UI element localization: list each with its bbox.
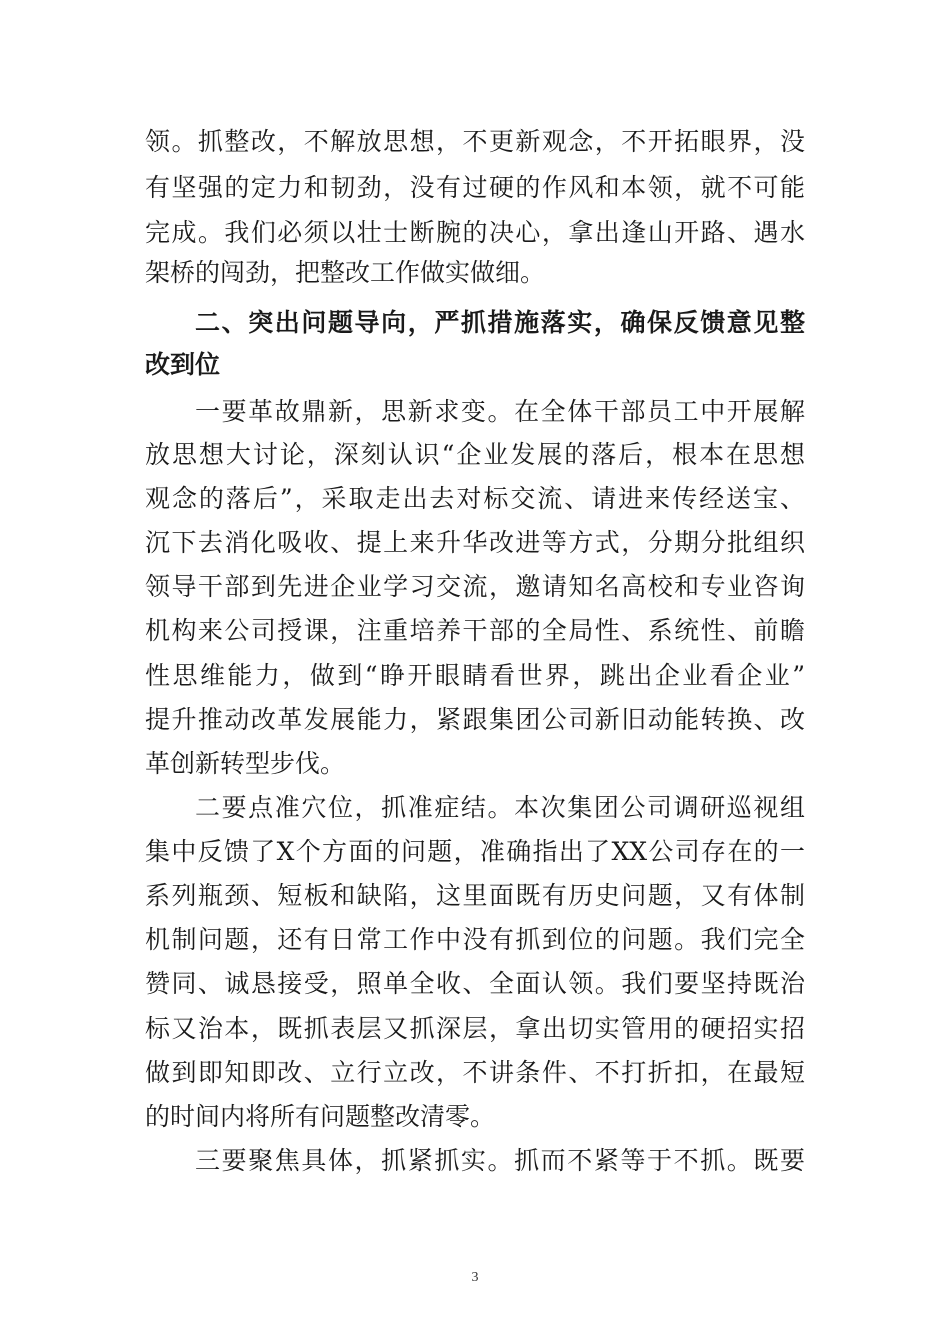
paragraph-line: 一要革故鼎新，思新求变。在全体干部员工中开展解 xyxy=(195,397,805,426)
text-line: 有坚强的定力和韧劲，没有过硬的作风和本领，就不可能 xyxy=(145,173,805,202)
section-heading: 二、突出问题导向，严抓措施落实，确保反馈意见整 xyxy=(195,308,805,337)
paragraph-line: 机制问题，还有日常工作中没有抓到位的问题。我们完全 xyxy=(145,925,805,954)
paragraph-line: 领导干部到先进企业学习交流，邀请知名高校和专业咨询 xyxy=(145,572,805,601)
text-line: 架桥的闯劲，把整改工作做实做细。 xyxy=(145,258,546,287)
paragraph-line: 赞同、诚恳接受，照单全收、全面认领。我们要坚持既治 xyxy=(145,969,805,998)
paragraph-line: 三要聚焦具体，抓紧抓实。抓而不紧等于不抓。既要 xyxy=(195,1146,805,1175)
paragraph-line: 做到即知即改、立行立改，不讲条件、不打折扣，在最短 xyxy=(145,1058,805,1087)
paragraph-line: 系列瓶颈、短板和缺陷，这里面既有历史问题，又有体制 xyxy=(145,881,805,910)
text-line: 领。抓整改，不解放思想，不更新观念，不开拓眼界，没 xyxy=(145,127,805,156)
paragraph-line: 集中反馈了X个方面的问题，准确指出了XX公司存在的一 xyxy=(145,837,805,866)
section-heading-continued: 改到位 xyxy=(145,350,221,379)
paragraph-line: 二要点准穴位，抓准症结。本次集团公司调研巡视组 xyxy=(195,793,805,822)
text-line: 完成。我们必须以壮士断腕的决心，拿出逢山开路、遇水 xyxy=(145,218,805,247)
paragraph-line: 提升推动改革发展能力，紧跟集团公司新旧动能转换、改 xyxy=(145,705,805,734)
paragraph-line: 放思想大讨论，深刻认识“企业发展的落后，根本在思想 xyxy=(145,440,805,469)
paragraph-line: 性思维能力，做到“睁开眼睛看世界，跳出企业看企业” xyxy=(145,661,805,690)
page-number: 3 xyxy=(471,1270,479,1285)
paragraph-line: 的时间内将所有问题整改清零。 xyxy=(145,1102,496,1131)
paragraph-line: 革创新转型步伐。 xyxy=(145,749,346,778)
paragraph-line: 机构来公司授课，注重培养干部的全局性、系统性、前瞻 xyxy=(145,616,805,645)
paragraph-line: 观念的落后”，采取走出去对标交流、请进来传经送宝、 xyxy=(145,484,805,513)
paragraph-line: 沉下去消化吸收、提上来升华改进等方式，分期分批组织 xyxy=(145,528,805,557)
paragraph-line: 标又治本，既抓表层又抓深层，拿出切实管用的硬招实招 xyxy=(145,1014,805,1043)
